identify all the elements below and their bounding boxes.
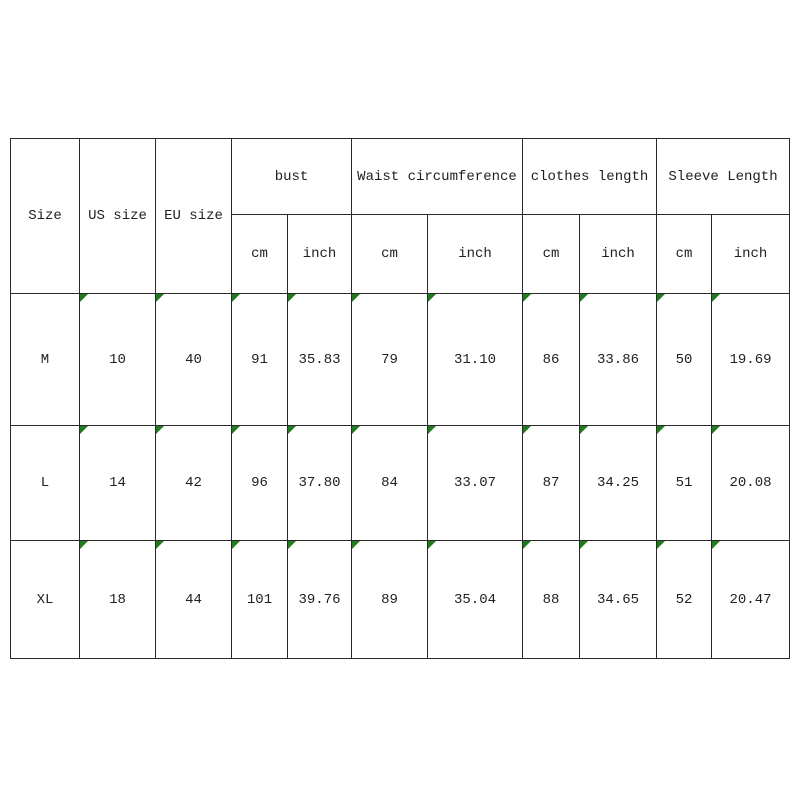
- cell-clothes-inch: [580, 426, 657, 541]
- cell-value: 42: [185, 475, 202, 491]
- header-group-row: [11, 139, 790, 215]
- cell-corner-marker-icon: [288, 294, 296, 302]
- size-chart: [10, 138, 790, 659]
- cell-value: 101: [246, 591, 273, 608]
- cell-waist-inch: [428, 541, 523, 659]
- cell-value: 33.86: [596, 351, 639, 368]
- cell-corner-marker-icon: [428, 426, 436, 434]
- cell-corner-marker-icon: [156, 541, 164, 549]
- table-row-m: [11, 294, 790, 426]
- cell-corner-marker-icon: [232, 541, 240, 549]
- cell-value: 33.07: [453, 475, 496, 491]
- unit-bust-inch: inch: [288, 215, 352, 294]
- cell-bust-cm: [232, 541, 288, 659]
- cell-corner-marker-icon: [156, 294, 164, 302]
- cell-corner-marker-icon: [288, 541, 296, 549]
- cell-value: 50: [675, 351, 693, 368]
- cell-us-size: [80, 294, 156, 426]
- cell-sleeve-cm: [657, 426, 712, 541]
- cell-corner-marker-icon: [580, 541, 588, 549]
- cell-eu-size: [156, 426, 232, 541]
- cell-value: 34.65: [596, 591, 639, 608]
- header-waist-circumference: Waist circumference: [352, 139, 523, 215]
- cell-value: 18: [109, 591, 126, 608]
- unit-waist-cm: cm: [352, 215, 428, 294]
- header-bust: bust: [232, 139, 352, 215]
- cell-corner-marker-icon: [712, 294, 720, 302]
- header-eu-size: EU size: [156, 139, 232, 294]
- cell-value: 86: [542, 351, 560, 368]
- cell-clothes-cm: [523, 426, 580, 541]
- cell-corner-marker-icon: [352, 541, 360, 549]
- cell-corner-marker-icon: [712, 426, 720, 434]
- cell-value: 14: [109, 475, 126, 491]
- unit-clothes-inch: inch: [580, 215, 657, 294]
- cell-value: 20.08: [729, 475, 772, 491]
- cell-sleeve-inch: [712, 294, 790, 426]
- cell-corner-marker-icon: [232, 426, 240, 434]
- cell-value: 44: [185, 591, 202, 608]
- cell-value: 79: [381, 351, 398, 368]
- unit-waist-inch: inch: [428, 215, 523, 294]
- cell-value: 39.76: [298, 591, 341, 608]
- cell-corner-marker-icon: [352, 426, 360, 434]
- cell-corner-marker-icon: [657, 294, 665, 302]
- cell-corner-marker-icon: [657, 541, 665, 549]
- unit-clothes-cm: cm: [523, 215, 580, 294]
- cell-value: 88: [542, 591, 560, 608]
- cell-us-size: [80, 426, 156, 541]
- cell-waist-cm: [352, 294, 428, 426]
- size-chart-table: [10, 138, 790, 659]
- cell-clothes-cm: [523, 541, 580, 659]
- cell-corner-marker-icon: [156, 426, 164, 434]
- cell-eu-size: [156, 294, 232, 426]
- cell-value: 96: [251, 475, 268, 491]
- cell-corner-marker-icon: [80, 541, 88, 549]
- cell-clothes-cm: [523, 294, 580, 426]
- cell-bust-inch: [288, 541, 352, 659]
- cell-value: 35.04: [453, 591, 496, 608]
- cell-value: 35.83: [298, 351, 341, 368]
- cell-corner-marker-icon: [523, 541, 531, 549]
- cell-bust-cm: [232, 294, 288, 426]
- unit-bust-cm: cm: [232, 215, 288, 294]
- cell-value: 51: [675, 475, 693, 491]
- cell-corner-marker-icon: [428, 294, 436, 302]
- cell-size: XL: [11, 541, 80, 659]
- table-row-xl: [11, 541, 790, 659]
- cell-value: 31.10: [453, 351, 496, 368]
- cell-sleeve-cm: [657, 541, 712, 659]
- cell-sleeve-inch: [712, 426, 790, 541]
- unit-sleeve-inch: inch: [712, 215, 790, 294]
- cell-size: L: [11, 426, 80, 541]
- unit-sleeve-cm: cm: [657, 215, 712, 294]
- cell-value: 52: [675, 591, 693, 608]
- cell-corner-marker-icon: [712, 541, 720, 549]
- cell-corner-marker-icon: [80, 426, 88, 434]
- cell-value: 84: [381, 475, 398, 491]
- cell-corner-marker-icon: [80, 294, 88, 302]
- cell-us-size: [80, 541, 156, 659]
- cell-waist-cm: [352, 541, 428, 659]
- cell-corner-marker-icon: [523, 426, 531, 434]
- cell-sleeve-cm: [657, 294, 712, 426]
- header-us-size: US size: [80, 139, 156, 294]
- cell-waist-cm: [352, 426, 428, 541]
- header-clothes-length: clothes length: [523, 139, 657, 215]
- cell-waist-inch: [428, 294, 523, 426]
- cell-corner-marker-icon: [352, 294, 360, 302]
- cell-corner-marker-icon: [657, 426, 665, 434]
- cell-corner-marker-icon: [523, 294, 531, 302]
- cell-corner-marker-icon: [580, 426, 588, 434]
- cell-eu-size: [156, 541, 232, 659]
- cell-value: 34.25: [596, 475, 639, 491]
- cell-size: M: [11, 294, 80, 426]
- cell-corner-marker-icon: [428, 541, 436, 549]
- cell-bust-inch: [288, 426, 352, 541]
- header-sleeve-length: Sleeve Length: [657, 139, 790, 215]
- cell-value: 91: [251, 351, 268, 368]
- cell-value: 20.47: [729, 591, 772, 608]
- cell-value: 19.69: [729, 351, 772, 368]
- cell-corner-marker-icon: [288, 426, 296, 434]
- header-size: Size: [11, 139, 80, 294]
- cell-value: 89: [381, 591, 398, 608]
- cell-corner-marker-icon: [232, 294, 240, 302]
- cell-sleeve-inch: [712, 541, 790, 659]
- cell-value: 10: [109, 351, 126, 368]
- cell-clothes-inch: [580, 294, 657, 426]
- cell-corner-marker-icon: [580, 294, 588, 302]
- cell-waist-inch: [428, 426, 523, 541]
- cell-value: 40: [185, 351, 202, 368]
- cell-bust-inch: [288, 294, 352, 426]
- cell-bust-cm: [232, 426, 288, 541]
- table-row-l: [11, 426, 790, 541]
- cell-clothes-inch: [580, 541, 657, 659]
- cell-value: 37.80: [298, 475, 341, 491]
- cell-value: 87: [542, 475, 560, 491]
